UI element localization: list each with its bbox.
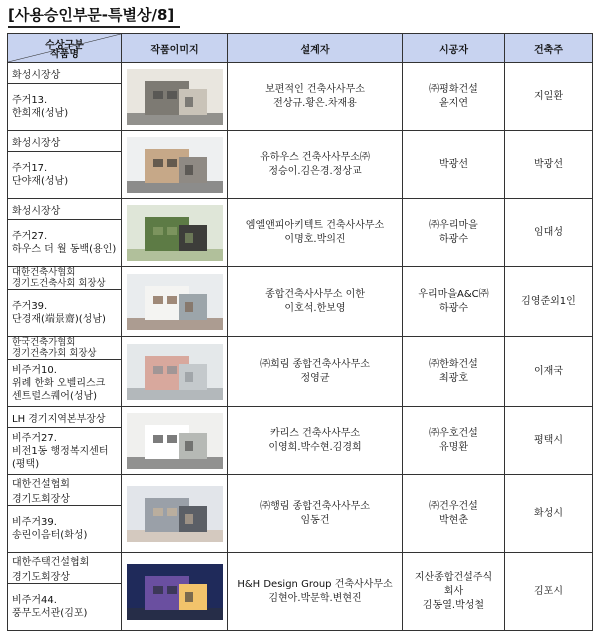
work-title: 주거39. 단경재(端景齋)(성남) — [8, 290, 122, 337]
owner-cell: 김포시 — [505, 553, 593, 631]
owner-cell: 이재국 — [505, 337, 593, 407]
work-title: 비주거39. 송린이음터(화성) — [8, 506, 122, 553]
table-row — [8, 475, 593, 506]
work-title: 비주거27. 비전1동 행정복지센터 (평택) — [8, 428, 122, 475]
table-row — [8, 407, 593, 428]
designer-cell: 유하우스 건축사사무소㈜ 정승이.김은경.정상교 — [228, 131, 403, 199]
header-category-bottom: 작품명 — [50, 49, 79, 60]
header-builder: 시공자 — [403, 34, 505, 63]
work-title: 비주거44. 풍무도서관(김포) — [8, 584, 122, 631]
header-category-top: 수상구분 — [45, 40, 84, 51]
builder-cell: ㈜우호건설 유명환 — [403, 407, 505, 475]
builder-cell: ㈜평화건설 윤지연 — [403, 63, 505, 131]
owner-cell: 화성시 — [505, 475, 593, 553]
award-name: 한국건축가협회 경기건축가회 회장상 — [8, 337, 122, 360]
builder-cell: ㈜한화건설 최광호 — [403, 337, 505, 407]
work-photo — [122, 337, 228, 407]
table-row — [8, 199, 593, 220]
work-title: 주거27. 하우스 더 월 동백(용인) — [8, 220, 122, 267]
work-photo — [122, 407, 228, 475]
owner-cell: 지일환 — [505, 63, 593, 131]
work-photo — [122, 553, 228, 631]
header-image: 작품이미지 — [122, 34, 228, 63]
award-name: 화성시장상 — [8, 63, 122, 84]
work-photo — [122, 475, 228, 553]
builder-cell: 지산종합건설주식 회사 김동열.박성철 — [403, 553, 505, 631]
table-header-row — [8, 34, 593, 63]
designer-cell: 카리스 건축사사무소 이영희.박수현.김경희 — [228, 407, 403, 475]
builder-cell: 우리마을A&C㈜ 하광수 — [403, 267, 505, 337]
designer-cell: ㈜행림 종합건축사사무소 임동건 — [228, 475, 403, 553]
work-photo — [122, 267, 228, 337]
work-photo — [122, 199, 228, 267]
designer-cell: 엠엘앤피아키텍트 건축사사무소 이명호.박의진 — [228, 199, 403, 267]
designer-cell: H&H Design Group 건축사사무소 김현아.박문학.변현진 — [228, 553, 403, 631]
table-row — [8, 553, 593, 584]
owner-cell: 김영준외1인 — [505, 267, 593, 337]
award-name: 화성시장상 — [8, 131, 122, 152]
designer-cell: 보편적인 건축사사무소 전상규.황은.차재용 — [228, 63, 403, 131]
designer-cell: ㈜희림 종합건축사사무소 정영균 — [228, 337, 403, 407]
awards-table — [7, 33, 593, 631]
award-name: LH 경기지역본부장상 — [8, 407, 122, 428]
award-name: 대한주택건설협회 경기도회장상 — [8, 553, 122, 584]
award-name: 화성시장상 — [8, 199, 122, 220]
owner-cell: 임대성 — [505, 199, 593, 267]
builder-cell: 박광선 — [403, 131, 505, 199]
work-title: 주거13. 한희재(성남) — [8, 84, 122, 131]
award-name: 대한건설협회 경기도회장상 — [8, 475, 122, 506]
work-photo — [122, 63, 228, 131]
header-designer: 설계자 — [228, 34, 403, 63]
award-name: 대한건축사협회 경기도건축사회 회장상 — [8, 267, 122, 290]
owner-cell: 평택시 — [505, 407, 593, 475]
designer-cell: 종합건축사사무소 이한 이호석.한보영 — [228, 267, 403, 337]
page-title: [사용승인부문-특별상/8] — [8, 6, 175, 24]
work-title: 주거17. 단야재(성남) — [8, 152, 122, 199]
table-row — [8, 63, 593, 84]
builder-cell: ㈜건우건설 박현춘 — [403, 475, 505, 553]
work-title: 비주거10. 위례 한화 오벨리스크 센트럴스퀘어(성남) — [8, 360, 122, 407]
header-owner: 건축주 — [505, 34, 593, 63]
table-row — [8, 131, 593, 152]
table-row — [8, 267, 593, 290]
header-category — [8, 34, 122, 63]
owner-cell: 박광선 — [505, 131, 593, 199]
work-photo — [122, 131, 228, 199]
builder-cell: ㈜우리마을 하광수 — [403, 199, 505, 267]
table-row — [8, 337, 593, 360]
